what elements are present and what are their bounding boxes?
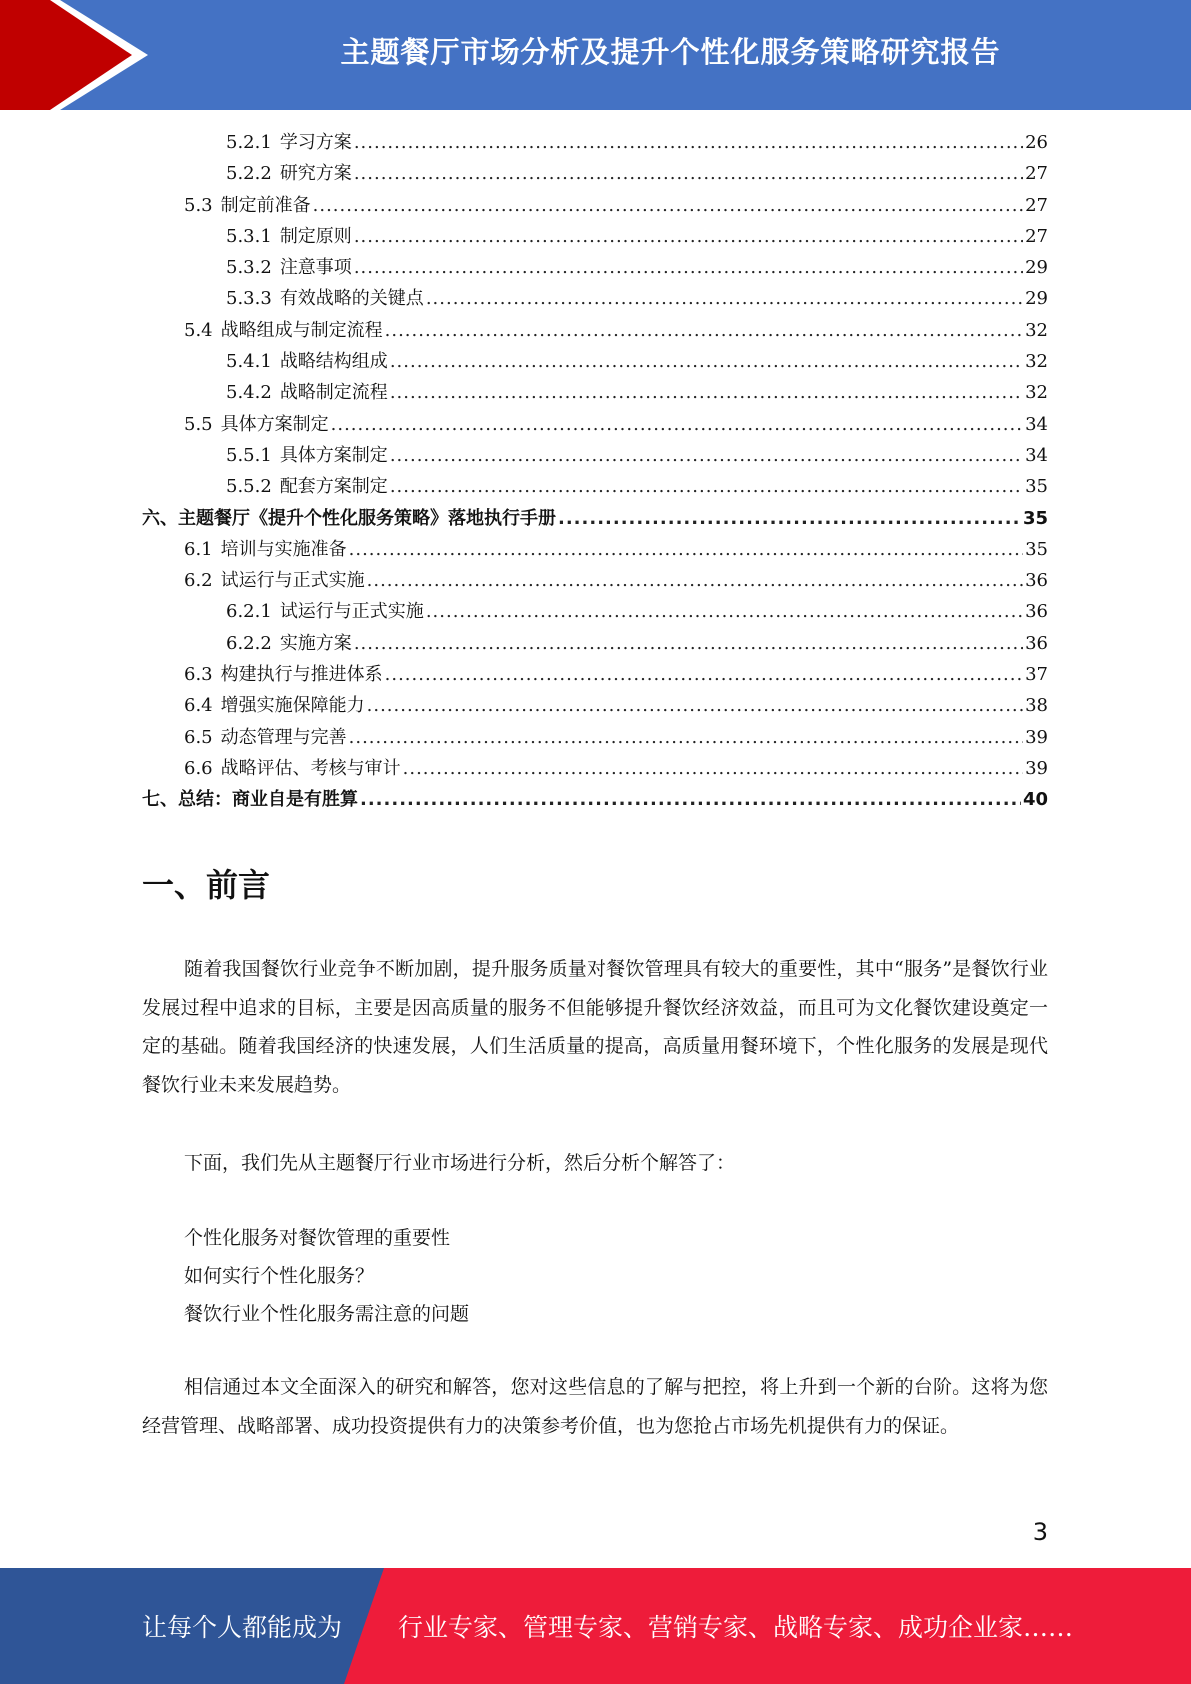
toc-dot-leader	[367, 570, 1023, 591]
toc-entry-number: 5.5.2	[226, 476, 272, 498]
section-title: 一、前言	[142, 866, 271, 904]
toc-entry[interactable]	[142, 566, 1048, 597]
toc-entry-number: 6.2	[184, 570, 213, 592]
toc-entry[interactable]	[142, 378, 1048, 409]
toc-entry-number: 5.3.1	[226, 225, 272, 247]
toc-entry-title: 研究方案	[279, 163, 352, 185]
toc-entry-title: 七、总结：商业自是有胜算	[142, 789, 358, 811]
toc-dot-leader	[367, 695, 1023, 716]
toc-entry-page: 29	[1025, 257, 1048, 279]
toc-entry-title: 构建执行与推进体系	[220, 664, 383, 686]
toc-entry-page: 36	[1025, 601, 1048, 623]
page-footer	[0, 1568, 1191, 1684]
toc-entry[interactable]	[142, 597, 1048, 628]
toc-entry[interactable]	[142, 785, 1048, 816]
toc-entry[interactable]	[142, 629, 1048, 660]
toc-dot-leader	[385, 664, 1023, 685]
toc-entry-number: 5.4.2	[226, 382, 272, 404]
toc-entry-page: 38	[1025, 695, 1048, 717]
toc-entry-title: 配套方案制定	[279, 476, 388, 498]
toc-entry[interactable]	[142, 316, 1048, 347]
toc-entry[interactable]	[142, 159, 1048, 190]
toc-entry-page: 34	[1025, 444, 1048, 466]
toc-dot-leader	[360, 789, 1021, 810]
toc-dot-leader	[354, 257, 1023, 278]
question-list	[184, 1219, 469, 1333]
toc-entry-title: 注意事项	[279, 257, 352, 279]
toc-entry-title: 制定原则	[279, 225, 352, 247]
toc-entry-title: 制定前准备	[220, 194, 311, 216]
toc-dot-leader	[426, 601, 1023, 622]
toc-dot-leader	[354, 633, 1023, 654]
toc-entry-title: 具体方案制定	[220, 413, 329, 435]
toc-entry-title: 战略组成与制定流程	[220, 319, 383, 341]
toc-entry[interactable]	[142, 723, 1048, 754]
toc-entry[interactable]	[142, 660, 1048, 691]
toc-entry-number: 6.5	[184, 726, 213, 748]
toc-dot-leader	[331, 414, 1023, 435]
toc-entry-number: 5.2.1	[226, 132, 272, 153]
toc-dot-leader	[390, 351, 1023, 372]
toc-entry-page: 39	[1025, 726, 1048, 748]
toc-entry[interactable]	[142, 472, 1048, 503]
toc-entry-title: 增强实施保障能力	[220, 695, 365, 717]
toc-entry-title: 战略结构组成	[279, 351, 388, 373]
table-of-contents	[142, 128, 1048, 817]
toc-entry-number: 6.1	[184, 538, 213, 560]
toc-entry[interactable]	[142, 754, 1048, 785]
toc-entry[interactable]	[142, 410, 1048, 441]
toc-entry[interactable]	[142, 535, 1048, 566]
toc-entry-number: 5.5	[184, 413, 213, 435]
toc-dot-leader	[354, 226, 1023, 247]
toc-dot-leader	[349, 727, 1023, 748]
toc-entry-number: 5.2.2	[226, 163, 272, 185]
toc-entry-page: 32	[1025, 351, 1048, 373]
toc-dot-leader	[426, 288, 1023, 309]
toc-entry[interactable]	[142, 128, 1048, 159]
toc-entry-number: 5.5.1	[226, 444, 272, 466]
list-item: 个性化服务对餐饮管理的重要性	[184, 1227, 451, 1249]
toc-entry-number: 6.6	[184, 757, 213, 779]
list-item: 餐饮行业个性化服务需注意的问题	[184, 1303, 470, 1325]
toc-dot-leader	[403, 758, 1023, 779]
toc-entry-page: 35	[1022, 507, 1048, 529]
toc-entry-page: 32	[1025, 382, 1048, 404]
toc-entry-number: 6.2.1	[226, 601, 272, 623]
toc-entry-title: 战略评估、考核与审计	[220, 757, 401, 779]
toc-dot-leader	[354, 132, 1023, 153]
toc-entry-page: 40	[1022, 789, 1048, 811]
toc-dot-leader	[558, 508, 1021, 529]
toc-entry-number: 6.3	[184, 664, 213, 686]
toc-entry[interactable]	[142, 347, 1048, 378]
toc-entry-page: 39	[1025, 757, 1048, 779]
toc-entry[interactable]	[142, 441, 1048, 472]
toc-entry-page: 35	[1025, 476, 1048, 498]
toc-entry[interactable]	[142, 504, 1048, 535]
page-number: 3	[1032, 1518, 1048, 1546]
toc-entry-number: 6.2.2	[226, 632, 272, 654]
toc-entry-title: 试运行与正式实施	[279, 601, 424, 623]
toc-entry-number: 5.4	[184, 319, 213, 341]
header-arrow-graphic	[0, 0, 160, 110]
footer-slogan-left: 让每个人都能成为	[142, 1613, 343, 1642]
toc-entry-title: 培训与实施准备	[220, 538, 347, 560]
toc-entry-number: 5.3.3	[226, 288, 272, 310]
toc-entry-page: 36	[1025, 570, 1048, 592]
toc-entry-page: 34	[1025, 413, 1048, 435]
toc-dot-leader	[390, 476, 1023, 497]
toc-entry-page: 27	[1025, 225, 1048, 247]
toc-dot-leader	[385, 320, 1023, 341]
list-item: 如何实行个性化服务？	[184, 1265, 375, 1287]
toc-entry[interactable]	[142, 691, 1048, 722]
toc-entry[interactable]	[142, 222, 1048, 253]
page-header	[0, 0, 1191, 110]
toc-entry-number: 5.3.2	[226, 257, 272, 279]
header-title: 主题餐厅市场分析及提升个性化服务策略研究报告	[340, 34, 1001, 69]
toc-entry-number: 5.3	[184, 194, 213, 216]
intro-paragraph-1: 随着我国餐饮行业竞争不断加剧，提升服务质量对餐饮管理具有较大的重要性，其中“服务”是餐饮行业发展过程中追求的目标，主要是因高质量的服务不但能够提升餐饮经济效益，而且可为文化餐饮建设奠定一定的基础。随着我国经济的快速发展，人们生活质量的提高，高质量用餐环境下，个性化服务的发展是现代餐饮行业未来发展趋势。	[142, 958, 1048, 1096]
toc-entry[interactable]	[142, 284, 1048, 315]
toc-entry-title: 六、主题餐厅《提升个性化服务策略》落地执行手册	[142, 507, 556, 529]
toc-entry-title: 战略制定流程	[279, 382, 388, 404]
footer-slogan-right: 行业专家、管理专家、营销专家、战略专家、成功企业家……	[398, 1613, 1074, 1642]
toc-entry-page: 35	[1025, 538, 1048, 560]
toc-entry-title: 有效战略的关键点	[279, 288, 424, 310]
toc-entry-title: 动态管理与完善	[220, 726, 347, 748]
toc-dot-leader	[349, 539, 1023, 560]
toc-dot-leader	[390, 382, 1023, 403]
toc-entry-title: 实施方案	[279, 632, 352, 654]
toc-dot-leader	[390, 445, 1023, 466]
intro-paragraph-3: 相信通过本文全面深入的研究和解答，您对这些信息的了解与把控，将上升到一个新的台阶。这将为您经营管理、战略部署、成功投资提供有力的决策参考价值，也为您抢占市场先机提供有力的保证。	[142, 1376, 1048, 1437]
toc-entry-title: 学习方案	[279, 132, 352, 153]
toc-dot-leader	[354, 163, 1023, 184]
toc-entry-page: 37	[1025, 664, 1048, 686]
toc-entry-page: 29	[1025, 288, 1048, 310]
toc-entry-number: 6.4	[184, 695, 213, 717]
toc-entry-page: 27	[1025, 194, 1048, 216]
toc-dot-leader	[313, 195, 1023, 216]
toc-entry-page: 36	[1025, 632, 1048, 654]
toc-entry-page: 27	[1025, 163, 1048, 185]
toc-entry-number: 5.4.1	[226, 351, 272, 373]
toc-entry[interactable]	[142, 253, 1048, 284]
toc-entry-page: 26	[1025, 132, 1048, 153]
intro-paragraph-2: 下面，我们先从主题餐厅行业市场进行分析，然后分析个解答了：	[184, 1152, 736, 1174]
toc-entry-title: 具体方案制定	[279, 444, 388, 466]
toc-entry[interactable]	[142, 191, 1048, 222]
toc-entry-page: 32	[1025, 319, 1048, 341]
toc-entry-title: 试运行与正式实施	[220, 570, 365, 592]
